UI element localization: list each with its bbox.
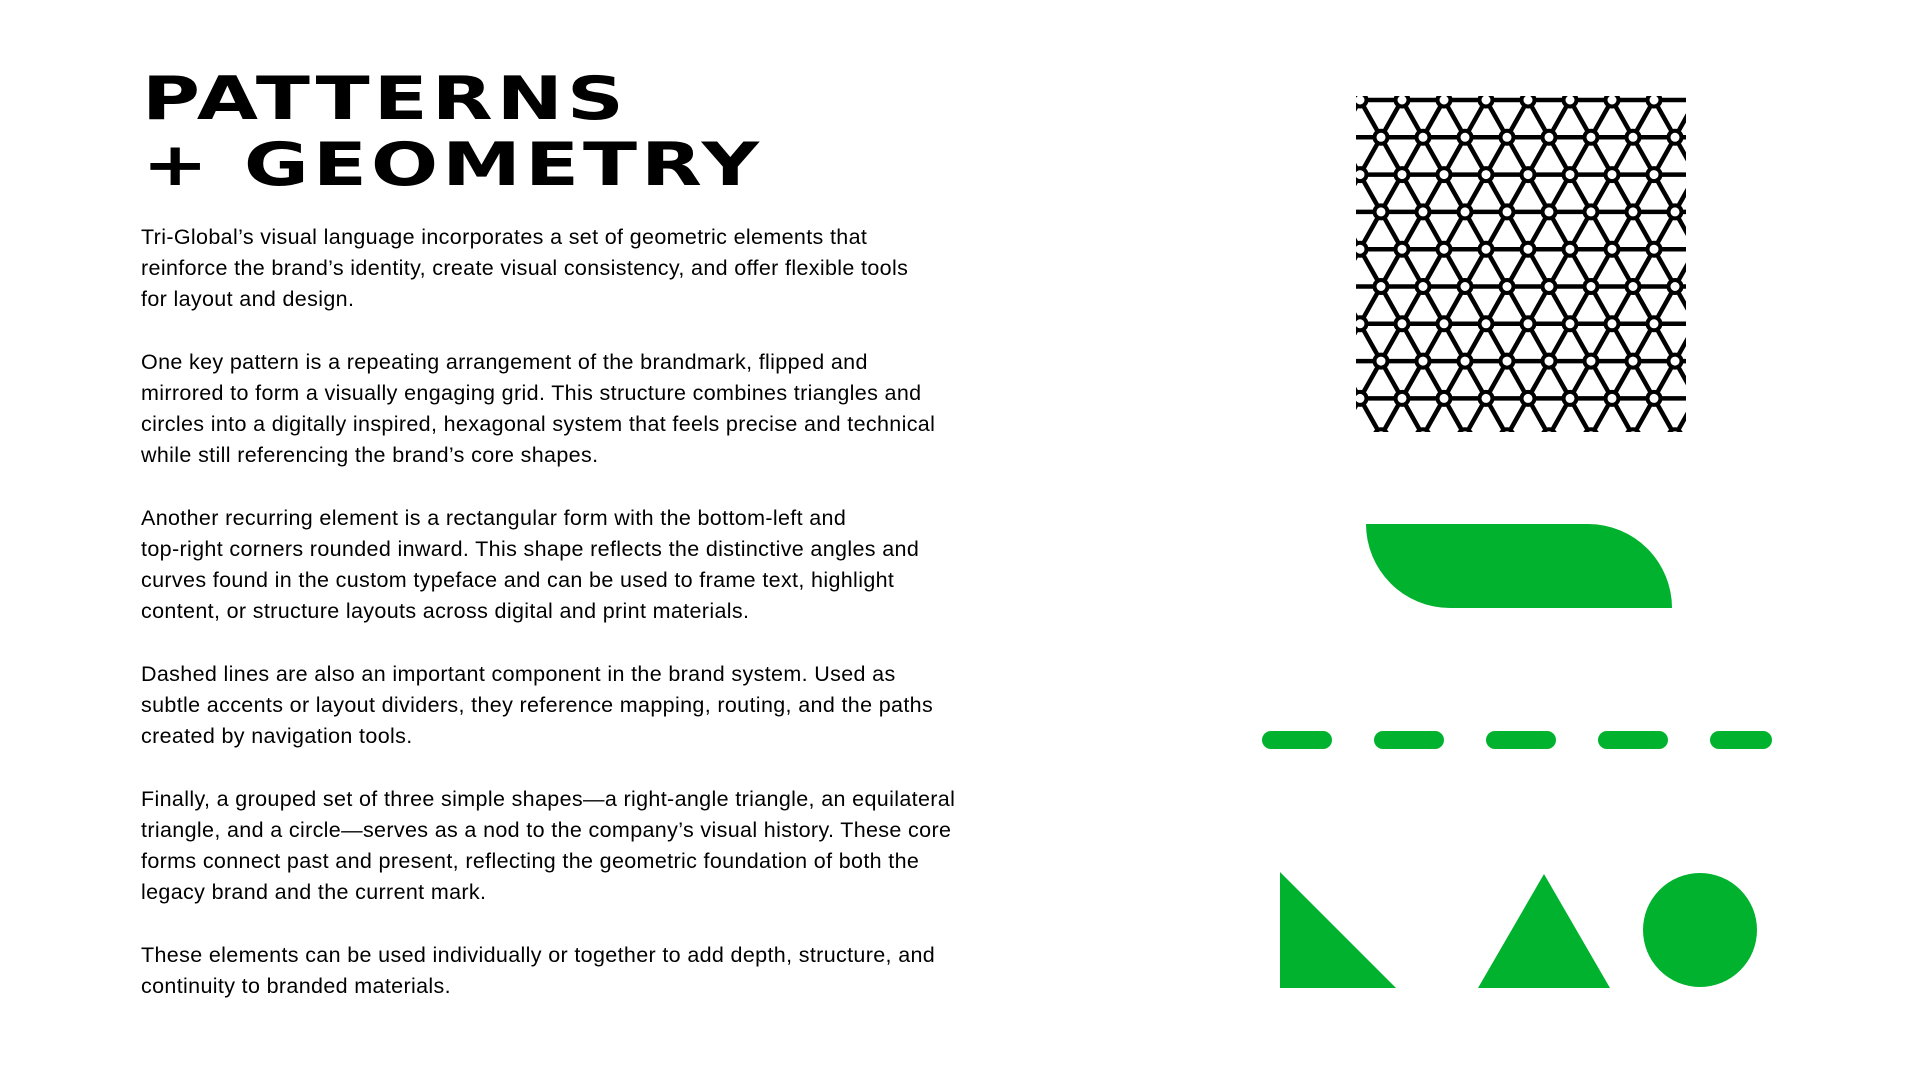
circle-icon [1643,873,1757,987]
pattern-node [1606,317,1619,330]
pattern-line [1675,398,1686,432]
paragraph-closing: These elements can be used individually or together to add depth, structure, and continuity to branded materials. [141,942,936,998]
pattern-node [1501,280,1514,293]
pattern-node [1375,131,1388,144]
pattern-node [1522,168,1535,181]
paragraph-intro: Tri-Global’s visual language incorporates a set of geometric elements that reinforce the brand’s identity, create visual consistency, and offer flexible tools for layout and design. [141,225,909,312]
pattern-node [1375,355,1388,368]
pattern-node [1543,355,1556,368]
pattern-node [1606,392,1619,405]
page-title [142,66,763,198]
pattern-node [1396,96,1409,107]
pattern-node [1459,429,1472,432]
pattern-node [1522,243,1535,256]
pattern-node [1356,317,1367,330]
pattern-node [1459,205,1472,218]
pattern-node [1501,429,1514,432]
pattern-node [1648,392,1661,405]
body-text [141,222,1101,1002]
title-line-1: PATTERNS [142,64,628,134]
pattern-node [1585,429,1598,432]
pattern-node [1585,205,1598,218]
pattern-node [1522,317,1535,330]
pattern-node [1459,280,1472,293]
pattern-node [1417,355,1430,368]
pattern-node [1543,429,1556,432]
pattern-node [1564,168,1577,181]
pattern-node [1356,392,1367,405]
pattern-node [1356,243,1367,256]
pattern-node [1564,243,1577,256]
rounded-corner-rectangle-shape [1366,524,1674,608]
pattern-node [1606,96,1619,107]
pattern-node [1396,317,1409,330]
pattern-node [1669,205,1682,218]
pattern-node [1480,168,1493,181]
pattern-node [1459,355,1472,368]
pattern-node [1564,392,1577,405]
pattern-node [1606,243,1619,256]
pattern-node [1501,205,1514,218]
pattern-node [1564,96,1577,107]
pattern-node [1522,392,1535,405]
right-angle-triangle-icon [1280,872,1396,988]
paragraph-shapes: Finally, a grouped set of three simple shapes—a right-angle triangle, an equilateral triangle, and a circle—serves as a nod to the company’s visual history. These core forms connect past and present, reflecting the geometric foundation of both the legacy brand and the current mark. [141,786,956,905]
title-line-2: + GEOMETRY [142,130,763,200]
pattern-node [1396,392,1409,405]
pattern-node [1438,168,1451,181]
pattern-node [1627,355,1640,368]
hexagonal-pattern-graphic [1356,96,1686,432]
pattern-node [1669,280,1682,293]
pattern-node [1501,131,1514,144]
pattern-node [1417,131,1430,144]
pattern-node [1648,168,1661,181]
pattern-node [1480,392,1493,405]
pattern-node [1648,96,1661,107]
pattern-node [1648,317,1661,330]
pattern-node [1501,355,1514,368]
pattern-node [1480,243,1493,256]
pattern-node [1564,317,1577,330]
pattern-node [1356,168,1367,181]
pattern-node [1669,131,1682,144]
paragraph-rectangle: Another recurring element is a rectangular form with the bottom-left and top-right corners rounded inward. This shape reflects the distinctive angles and curves found in the custom typeface and can be used to frame text, highlight content, or structure layouts across digital and print materials. [141,505,920,624]
pattern-node [1480,96,1493,107]
paragraph-pattern: One key pattern is a repeating arrangement of the brandmark, flipped and mirrored to form a visually engaging grid. This structure combines triangles and circles into a digitally inspired, hexagonal system that feels precise and technical while still referencing the brand’s core shapes. [141,349,936,468]
pattern-node [1543,131,1556,144]
pattern-node [1627,280,1640,293]
pattern-node [1627,131,1640,144]
pattern-node [1585,355,1598,368]
pattern-node [1375,205,1388,218]
pattern-node [1438,317,1451,330]
pattern-node [1648,243,1661,256]
pattern-node [1417,205,1430,218]
pattern-node [1417,280,1430,293]
pattern-node [1585,131,1598,144]
pattern-node [1669,429,1682,432]
pattern-node [1627,205,1640,218]
pattern-node [1417,429,1430,432]
equilateral-triangle-icon [1478,874,1610,988]
pattern-node [1543,280,1556,293]
pattern-node [1375,429,1388,432]
paragraph-dashed-lines: Dashed lines are also an important component in the brand system. Used as subtle accents or layout dividers, they reference mapping, routing, and the paths created by navigation tools. [141,661,934,749]
dashed-line-graphic [1262,730,1772,750]
pattern-node [1396,243,1409,256]
pattern-node [1438,392,1451,405]
pattern-node [1585,280,1598,293]
pattern-node [1627,429,1640,432]
pattern-node [1669,355,1682,368]
pattern-node [1459,131,1472,144]
pattern-node [1522,96,1535,107]
pattern-node [1606,168,1619,181]
pattern-node [1543,205,1556,218]
pattern-node [1480,317,1493,330]
legacy-shapes-group [1280,872,1760,990]
pattern-node [1375,280,1388,293]
pattern-node [1356,96,1367,107]
pattern-node [1438,243,1451,256]
pattern-node [1396,168,1409,181]
pattern-node [1438,96,1451,107]
